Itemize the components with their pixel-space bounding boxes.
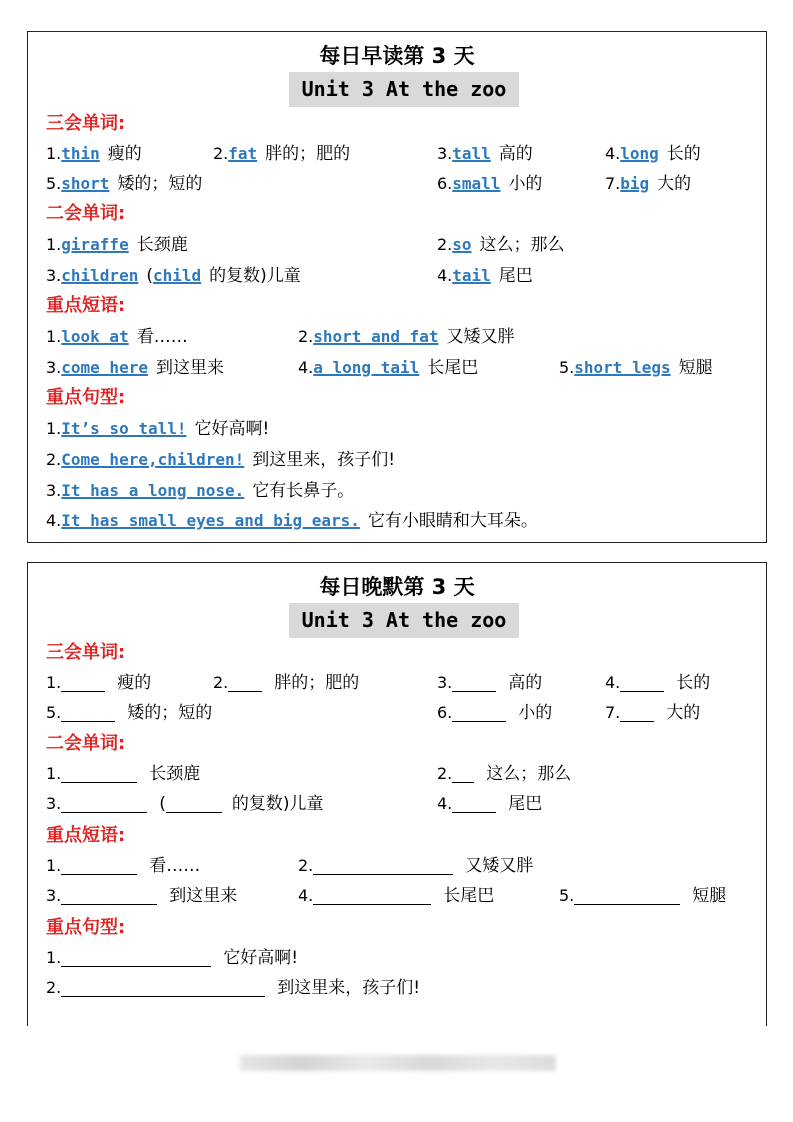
word-item: 3.children (child 的复数)儿童	[46, 266, 301, 286]
phrase-item: 3.come here 到这里来	[46, 358, 224, 378]
phrase-item: 2.short and fat 又矮又胖	[298, 327, 515, 347]
answer-blank[interactable]	[452, 764, 474, 783]
sentence-blank-item: 1. 它好高啊!	[46, 948, 299, 968]
word-blank-item: 3. 高的	[437, 673, 543, 693]
sentence-item: 3.It has a long nose. 它有长鼻子。	[46, 481, 355, 501]
answer-blank[interactable]	[313, 886, 431, 905]
answer-blank[interactable]	[574, 886, 680, 905]
sentence-item: 1.It’s so tall! 它好高啊!	[46, 419, 270, 439]
word-item: 2.so 这么；那么	[437, 235, 565, 255]
phrase-item: 1.look at 看……	[46, 327, 188, 347]
word-blank-item: 1. 瘦的	[46, 673, 152, 693]
answer-blank[interactable]	[452, 703, 506, 722]
blurred-watermark	[240, 1055, 556, 1071]
word-blank-item: 7. 大的	[605, 703, 701, 723]
evening-unit-banner: Unit 3 At the zoo	[289, 603, 519, 638]
answer-blank[interactable]	[452, 673, 496, 692]
evening-section-core-words: 三会单词:	[46, 642, 126, 663]
phrase-blank-item: 3. 到这里来	[46, 886, 238, 906]
evening-section-secondary-words: 二会单词:	[46, 733, 126, 754]
morning-section-core-words: 三会单词:	[46, 113, 126, 134]
morning-title: 每日早读第 3 天	[319, 44, 475, 68]
answer-blank[interactable]	[61, 886, 157, 905]
answer-blank[interactable]	[61, 794, 147, 813]
answer-blank[interactable]	[313, 856, 453, 875]
sentence-item: 2.Come here,children! 到这里来，孩子们!	[46, 450, 396, 470]
phrase-blank-item: 4. 长尾巴	[298, 886, 495, 906]
morning-section-key-phrases: 重点短语:	[46, 295, 126, 316]
word-blank-item: 4. 尾巴	[437, 794, 543, 814]
answer-blank[interactable]	[620, 703, 654, 722]
phrase-blank-item: 1. 看……	[46, 856, 201, 876]
answer-blank[interactable]	[228, 673, 262, 692]
word-blank-item: 6. 小的	[437, 703, 553, 723]
answer-blank[interactable]	[620, 673, 664, 692]
sentence-item: 4.It has small eyes and big ears. 它有小眼睛和大耳朵。	[46, 511, 538, 531]
morning-section-secondary-words: 二会单词:	[46, 203, 126, 224]
word-blank-item: 2. 胖的；肥的	[213, 673, 360, 693]
morning-reading-card	[27, 31, 767, 543]
morning-section-key-sentences: 重点句型:	[46, 387, 126, 408]
word-blank-item: 2. 这么；那么	[437, 764, 572, 784]
evening-dictation-card	[27, 562, 767, 1026]
answer-blank[interactable]	[452, 794, 496, 813]
phrase-item: 5.short legs 短腿	[559, 358, 713, 378]
answer-blank[interactable]	[61, 703, 115, 722]
word-item: 1.giraffe 长颈鹿	[46, 235, 188, 255]
word-blank-item: 1. 长颈鹿	[46, 764, 201, 784]
answer-blank[interactable]	[61, 764, 137, 783]
word-blank-item: 5. 矮的；短的	[46, 703, 213, 723]
word-item: 7.big 大的	[605, 174, 692, 194]
word-item: 6.small 小的	[437, 174, 543, 194]
answer-blank[interactable]	[61, 673, 105, 692]
evening-section-key-phrases: 重点短语:	[46, 825, 126, 846]
phrase-item: 4.a long tail 长尾巴	[298, 358, 479, 378]
answer-blank[interactable]	[61, 978, 265, 997]
answer-blank[interactable]	[61, 856, 137, 875]
word-blank-item: 3. ( 的复数)儿童	[46, 794, 324, 814]
word-item: 3.tall 高的	[437, 144, 533, 164]
answer-blank[interactable]	[166, 794, 222, 813]
morning-unit-banner: Unit 3 At the zoo	[289, 72, 519, 107]
evening-title: 每日晚默第 3 天	[319, 575, 475, 599]
word-item: 1.thin 瘦的	[46, 144, 142, 164]
word-item: 2.fat 胖的；肥的	[213, 144, 351, 164]
evening-section-key-sentences: 重点句型:	[46, 917, 126, 938]
word-item: 4.tail 尾巴	[437, 266, 533, 286]
answer-blank[interactable]	[61, 948, 211, 967]
phrase-blank-item: 5. 短腿	[559, 886, 727, 906]
phrase-blank-item: 2. 又矮又胖	[298, 856, 534, 876]
sentence-blank-item: 2. 到这里来，孩子们!	[46, 978, 421, 998]
word-blank-item: 4. 长的	[605, 673, 711, 693]
word-item: 4.long 长的	[605, 144, 701, 164]
word-item: 5.short 矮的；短的	[46, 174, 203, 194]
